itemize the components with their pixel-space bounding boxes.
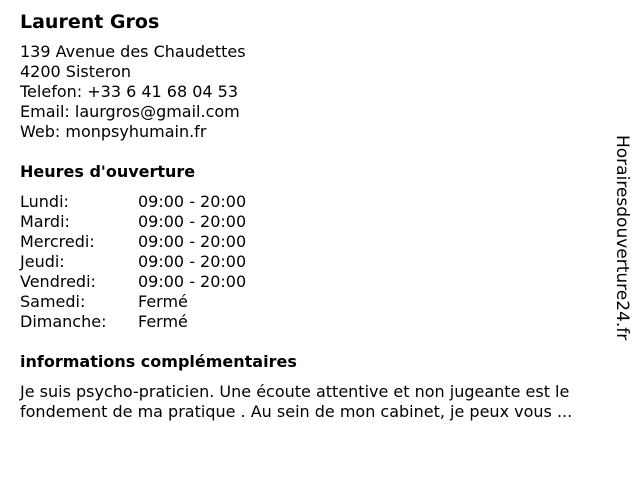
info-title: informations complémentaires: [20, 352, 297, 371]
time-value: 09:00 - 20:00: [138, 252, 247, 271]
info-line-1: Je suis psycho-praticien. Une écoute attentive et non jugeante est le: [20, 382, 570, 401]
hours-row-tuesday: [20, 212, 610, 232]
day-label: Jeudi:: [20, 252, 65, 271]
time-value: 09:00 - 20:00: [138, 272, 247, 291]
hours-list: [20, 192, 610, 332]
time-value: 09:00 - 20:00: [138, 192, 247, 211]
hours-row-saturday: [20, 292, 610, 312]
day-label: Mardi:: [20, 212, 70, 231]
time-value: Fermé: [138, 312, 188, 331]
address-line-2: 4200 Sisteron: [20, 62, 132, 81]
hours-row-thursday: [20, 252, 610, 272]
hours-row-monday: [20, 192, 610, 212]
hours-row-wednesday: [20, 232, 610, 252]
day-label: Samedi:: [20, 292, 86, 311]
address-line-1: 139 Avenue des Chaudettes: [20, 42, 246, 61]
day-label: Lundi:: [20, 192, 69, 211]
time-value: Fermé: [138, 292, 188, 311]
hours-row-friday: [20, 272, 610, 292]
day-label: Vendredi:: [20, 272, 96, 291]
email-text: Email: laurgros@gmail.com: [20, 102, 240, 121]
hours-title: Heures d'ouverture: [20, 162, 196, 181]
day-label: Mercredi:: [20, 232, 95, 251]
business-card: [20, 10, 610, 422]
day-label: Dimanche:: [20, 312, 107, 331]
phone-text: Telefon: +33 6 41 68 04 53: [20, 82, 239, 101]
time-value: 09:00 - 20:00: [138, 232, 247, 251]
info-description: [20, 382, 625, 422]
hours-row-sunday: [20, 312, 610, 332]
watermark-text: Horairesdouverture24.fr: [612, 135, 632, 341]
time-value: 09:00 - 20:00: [138, 212, 247, 231]
web-text: Web: monpsyhumain.fr: [20, 122, 207, 141]
contact-block: [20, 42, 610, 142]
info-line-2: fondement de ma pratique . Au sein de mon cabinet, je peux vous ...: [20, 402, 573, 421]
business-name: Laurent Gros: [20, 11, 160, 33]
